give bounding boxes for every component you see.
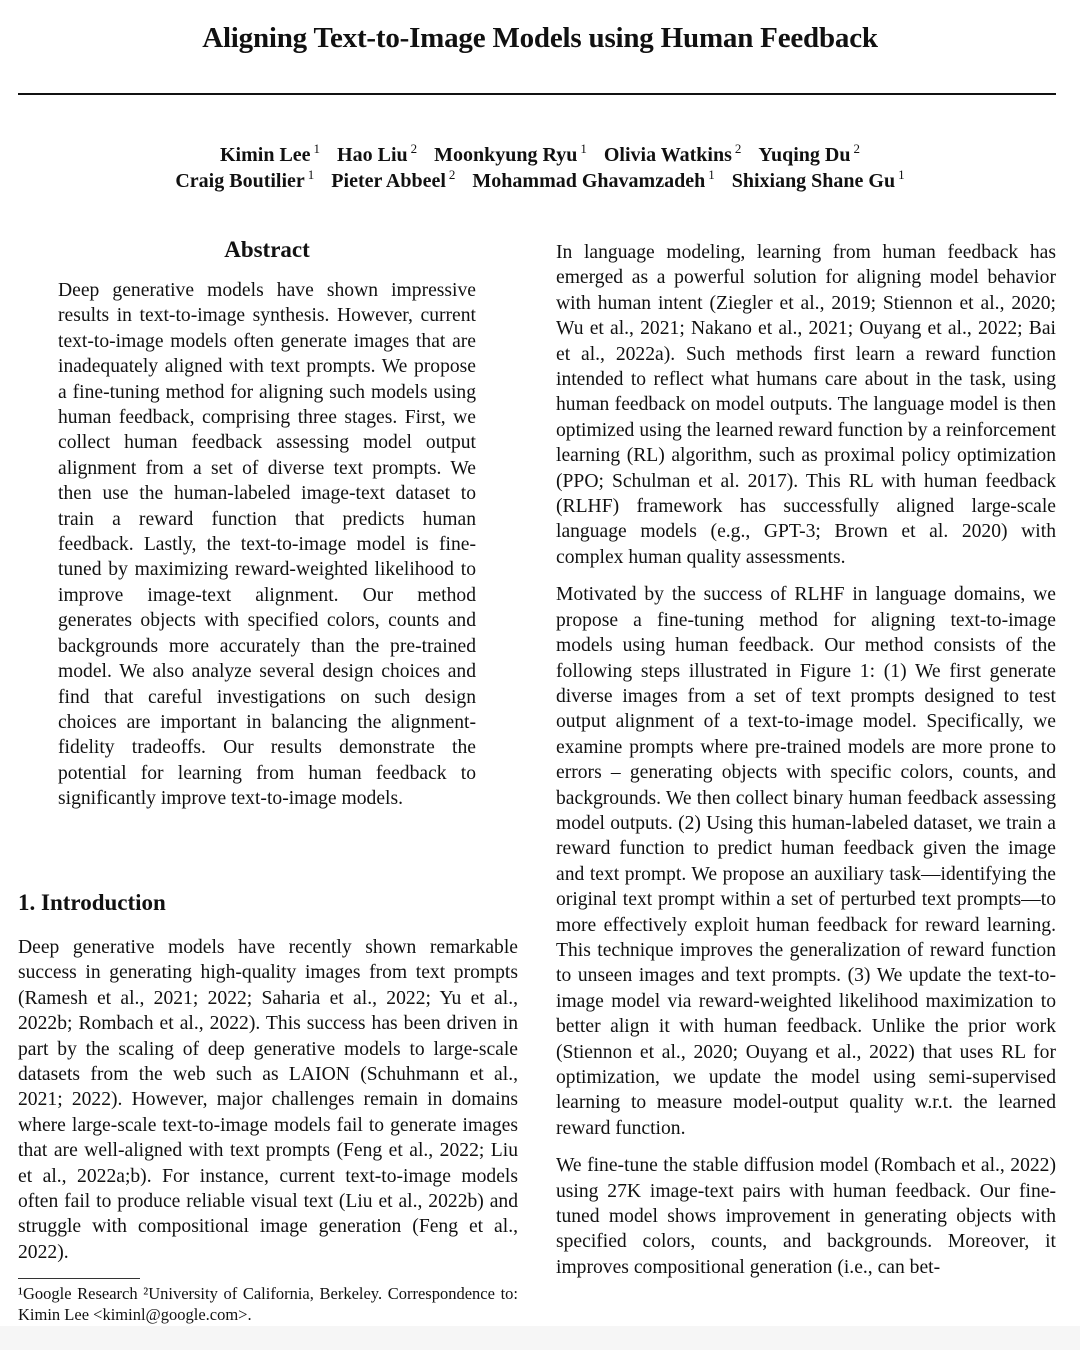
intro-body xyxy=(18,935,518,1265)
author-line-2 xyxy=(0,167,1080,193)
footnote-rule xyxy=(18,1278,140,1279)
author: Pieter Abbeel $^2$ xyxy=(331,167,456,192)
abstract-text: Deep generative models have shown impressive results in text-to-image synthesis. However, current text-to-image models often generate images that are inadequately aligned with text prompts. We propose a fine-tuning method for aligning such models using human feedback, comprising three stages. First, we collect human feedback assessing model output alignment from a set of diverse text prompts. We then use the human-labeled image-text dataset to train a reward function that predicts human feedback. Lastly, the text-to-image model is fine-tuned by maximizing reward-weighted likelihood to improve image-text alignment. Our method generates objects with specified colors, counts and backgrounds more accurately than the pre-trained model. We also analyze several design choices and find that careful investigations on such design choices are important in balancing the alignment-fidelity tradeoffs. Our results demonstrate the potential for learning from human feedback to significantly improve text-to-image models. xyxy=(58,280,476,810)
abstract-body xyxy=(58,278,476,812)
right-paragraph-1: In language modeling, learning from human feedback has emerged as a powerful solution for aligning model behavior with human intent (Ziegler et al., 2019; Stiennon et al., 2020; Wu et al., 2021; Nakano et al., 2021; Ouyang et al., 2022; Bai et al., 2022a). Such methods first learn a reward function intended to reflect what humans care about in the task, using human feedback on model outputs. The language model is then optimized using the learned reward function by a reinforcement learning (RL) algorithm, such as proximal policy optimization (PPO; Schulman et al. 2017). This RL with human feedback (RLHF) framework has successfully aligned large-scale language models (e.g., GPT-3; Brown et al. 2020) with complex human quality assessments. xyxy=(556,242,1056,568)
author: Yuqing Du $^2$ xyxy=(758,141,860,166)
title-rule xyxy=(18,93,1056,95)
intro-text: Deep generative models have recently shown remarkable success in generating high-quality images from text prompts (Ramesh et al., 2021; 2022; Saharia et al., 2022; Yu et al., 2022b; Rombach et al., 2022). This success has been driven in part by the scaling of deep generative models to large-scale datasets from the web such as LAION (Schuhmann et al., 2021; 2022). However, major challenges remain in domains where large-scale text-to-image models fail to generate images that are well-aligned with text prompts (Feng et al., 2022; Liu et al., 2022a;b). For instance, current text-to-image models often fail to produce reliable visual text (Liu et al., 2022b) and struggle with compositional image generation (Feng et al., 2022). xyxy=(18,937,518,1263)
abstract-heading: Abstract xyxy=(224,237,310,262)
author: Hao Liu $^2$ xyxy=(337,141,418,166)
author: Moonkyung Ryu $^1$ xyxy=(434,141,587,166)
intro-heading: 1. Introduction xyxy=(18,890,166,915)
right-column xyxy=(556,240,1056,1280)
page-bottom-edge xyxy=(0,1326,1080,1350)
right-paragraph-3: We fine-tune the stable diffusion model (Rombach et al., 2022) using 27K image-text pairs with human feedback. Our fine-tuned model shows improvement in generating objects with specified colors, counts, and backgrounds. Moreover, it improves compositional generation (i.e., can bet- xyxy=(556,1155,1056,1278)
author: Olivia Watkins $^2$ xyxy=(603,141,742,166)
right-paragraph-2: Motivated by the success of RLHF in language domains, we propose a fine-tuning method for aligning text-to-image models using human feedback. Our method consists of the following steps illustrated in Figure 1: (1) We first generate diverse images from a set of text prompts designed to test output alignment of a text-to-image model. Specifically, we examine prompts where pre-trained models are more prone to errors – generating objects with specific colors, counts, and backgrounds. We then collect binary human feedback assessing model outputs. (2) Using this human-labeled dataset, we train a reward function to predict human feedback given the image and text prompt. We propose an auxiliary task—identifying the original text prompt within a set of perturbed text prompts—to more effectively exploit human feedback for reward learning. This technique improves the generalization of reward function to unseen images and text prompts. (3) We update the text-to-image model via reward-weighted likelihood maximization to better align it with human feedback. Unlike the prior work (Stiennon et al., 2020; Ouyang et al., 2022) that uses RL for optimization, we update the model using semi-supervised learning to measure model-output quality w.r.t. the learned reward function. xyxy=(556,584,1056,1139)
author: Kimin Lee $^1$ xyxy=(220,141,321,166)
author: Shixiang Shane Gu $^1$ xyxy=(731,167,905,192)
author: Mohammad Ghavamzadeh $^1$ xyxy=(472,167,715,192)
author: Craig Boutilier $^1$ xyxy=(175,167,315,192)
paper-title: Aligning Text-to-Image Models using Human Feedback xyxy=(202,22,878,54)
author-line-1 xyxy=(0,141,1080,167)
footnote: ¹Google Research ²University of California, Berkeley. Correspondence to: Kimin Lee <kiminl@google.com>. xyxy=(18,1284,518,1324)
